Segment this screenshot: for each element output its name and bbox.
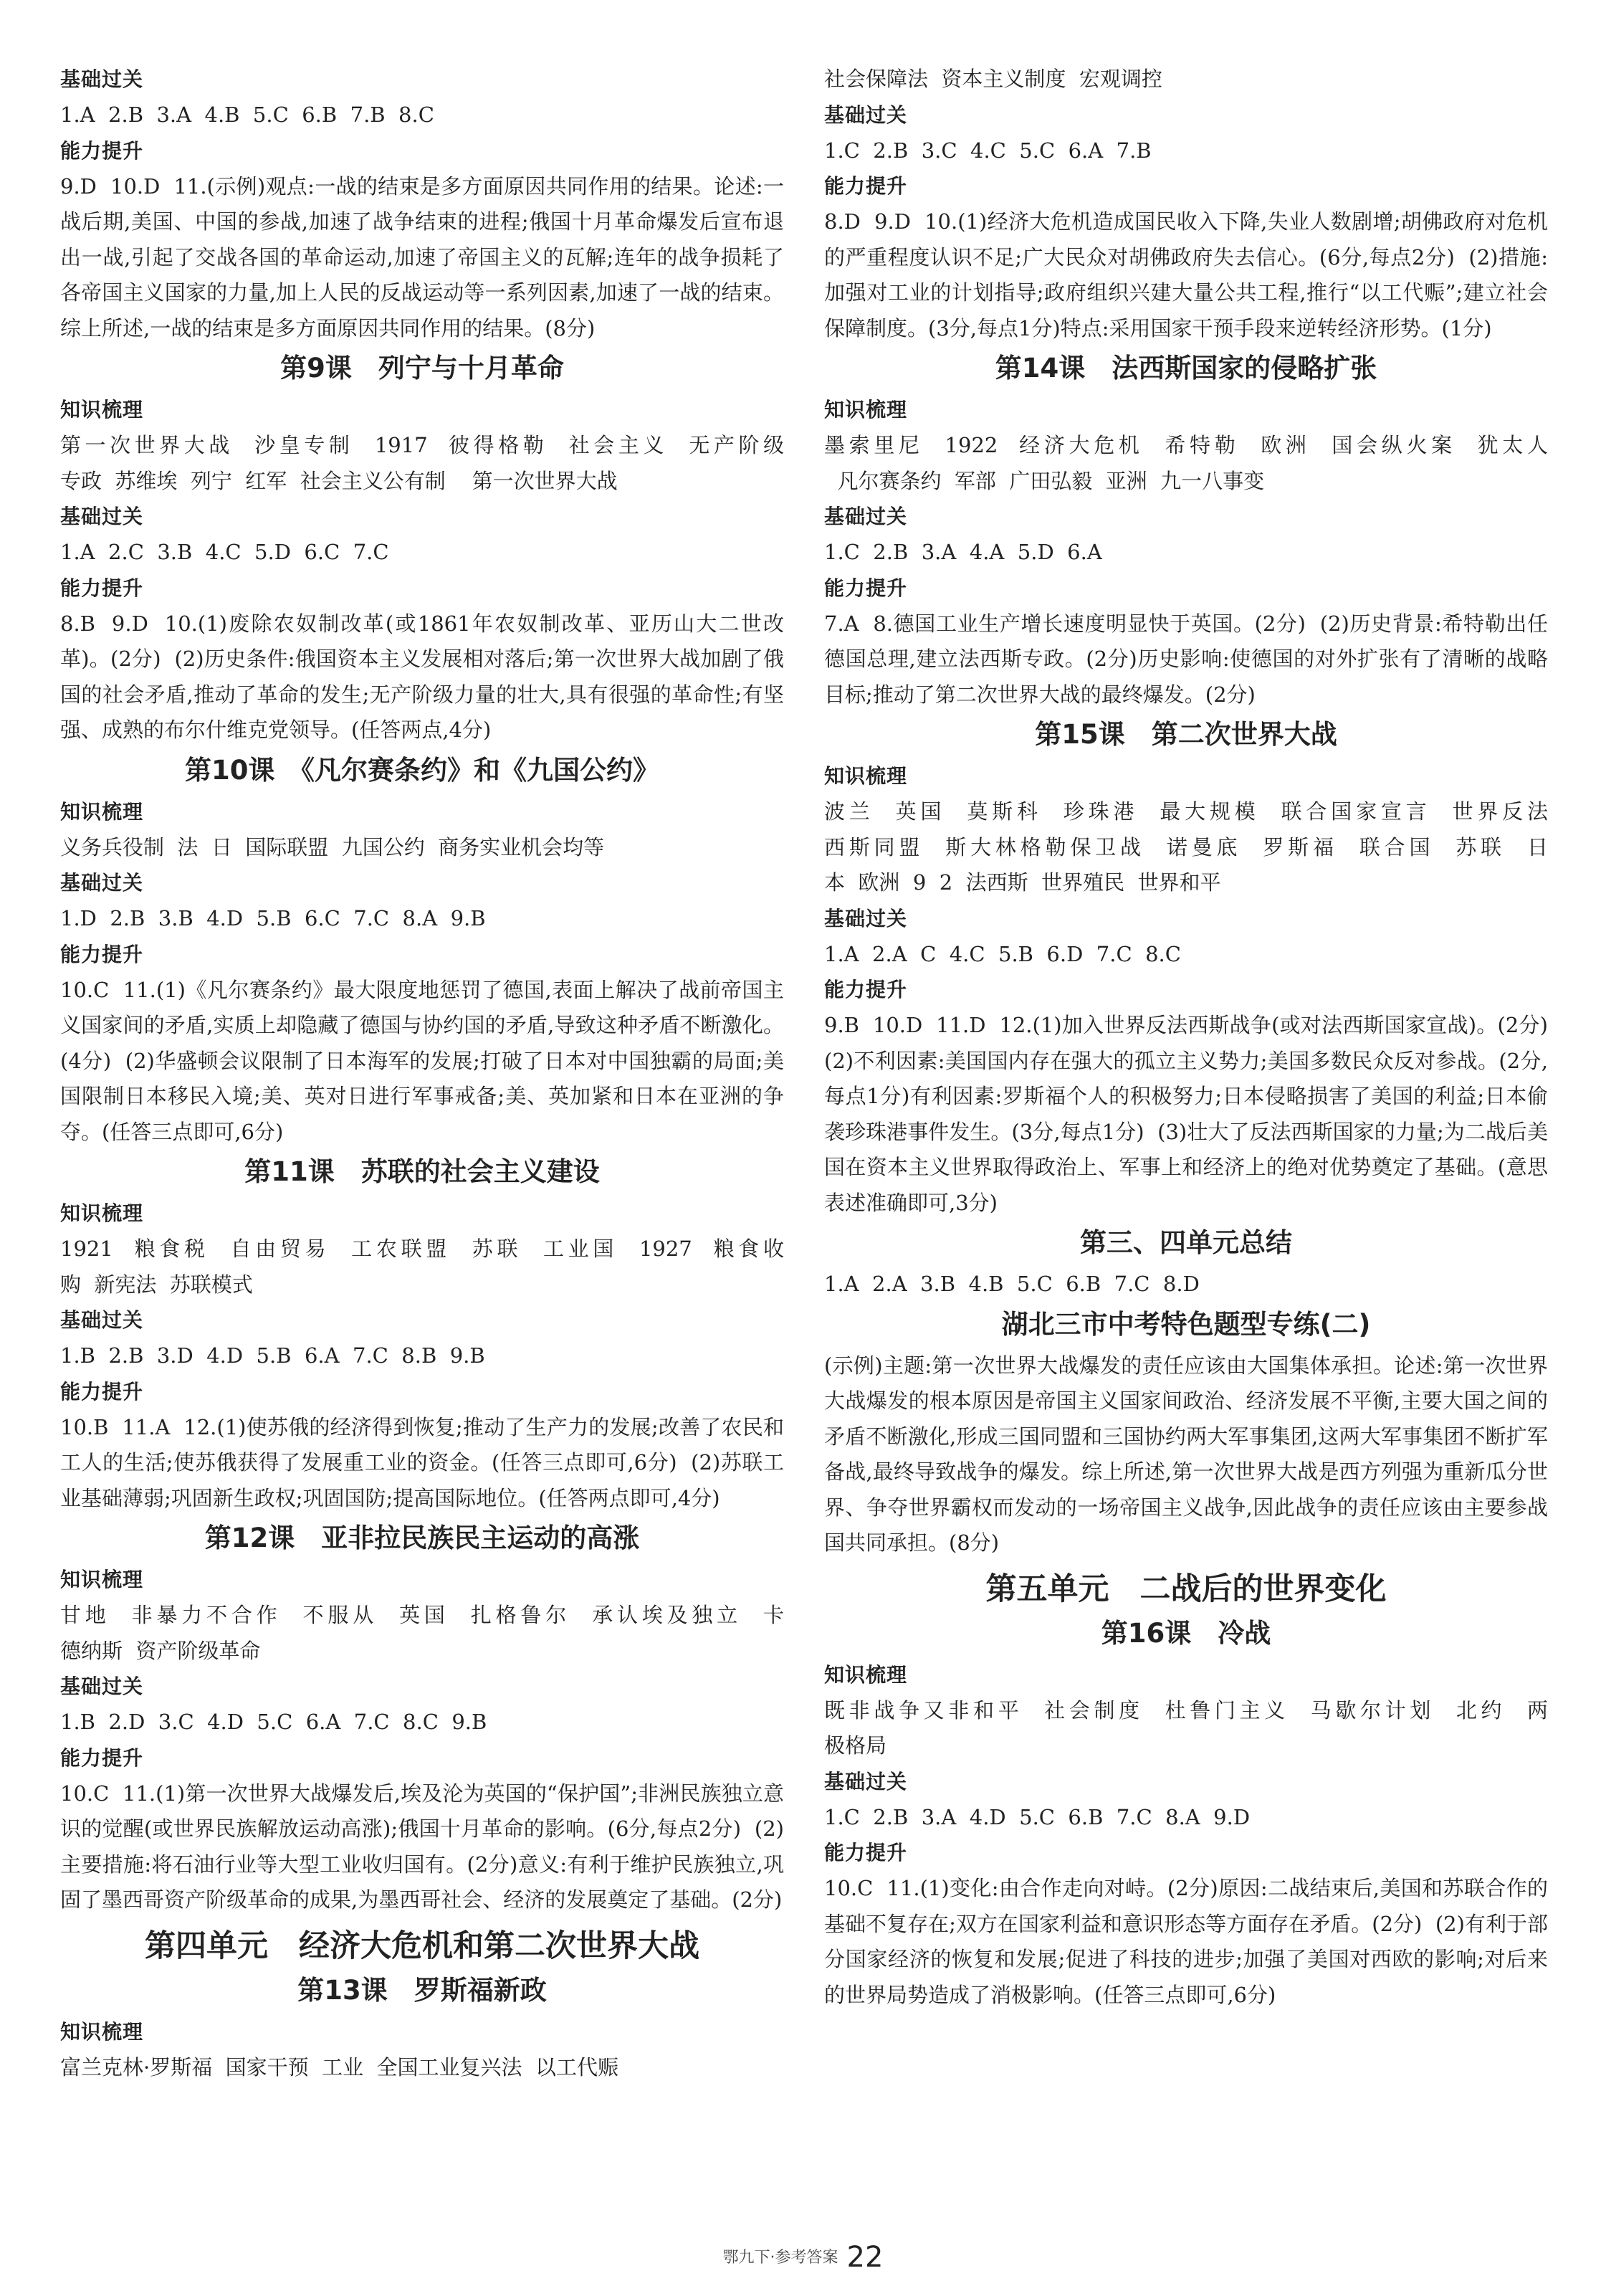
answer-text: 社会保障法 资本主义制度 宏观调控 [824,67,1162,91]
lesson-title: 第13课 罗斯福新政 [297,1974,547,2006]
answer-text: 1.C 2.B 3.C 4.C 5.C 6.A 7.B [824,138,1152,163]
section-label: 基础过关 [60,1308,144,1332]
section-label: 能力提升 [60,1745,144,1770]
answer-text: 1.A 2.A 3.B 4.B 5.C 6.B 7.C 8.D [824,1272,1200,1296]
answer-text: 1.B 2.B 3.D 4.D 5.B 6.A 7.C 8.B 9.B [60,1343,485,1368]
footer-book-label: 鄂九下·参考答案 [722,2249,838,2267]
unit-title: 第四单元 经济大危机和第二次世界大战 [145,1928,699,1964]
answer-text: 德纳斯 资产阶级革命 [60,1638,261,1663]
section-label: 知识梳理 [60,1568,144,1591]
answer-text: 8.B 9.D 10.(1)废除农奴制改革(或1861年农奴制改革、亚历山大二世改革)。(2分) (2)历史条件:俄国资本主义发展相对落后;第一次世界大战加剧了俄国的社会矛盾,推动了革命的发生;无产阶级力量的壮大,具有很强的革命性;有坚强、成熟的布尔什维克党领导。(任答两点,4分) [60,611,784,742]
answer-text: 9.B 10.D 11.D 12.(1)加入世界反法西斯战争(或对法西斯国家宣战)。(2分) (2)不利因素:美国国内存在强大的孤立主义势力;美国多数民众反对参战。(2分,每点1分)有利因素:罗斯福个人的积极努力;日本侵略损害了美国的利益;日本偷袭珍珠港事件发生。(3分,每点1分) (3)壮大了反法西斯国家的力量;为二战后美国在资本主义世界取得政治上、军事上和经济上的绝对优势奠定了基础。(意思表述准确即可,3分) [824,1013,1562,1215]
section-label: 知识梳理 [824,398,908,421]
answer-text: 第一次世界大战 沙皇专制 1917 彼得格勒 社会主义 无产阶级 [60,433,784,457]
answer-text: 10.C 11.(1)第一次世界大战爆发后,埃及沦为英国的“保护国”;非洲民族独立意识的觉醒(或世界民族解放运动高涨);俄国十月革命的影响。(6分,每点2分) (2)主要措施:将石油行业等大型工业收归国有。(2分)意义:有利于维护民族独立,巩固了墨西哥资产阶级革命的成果,为墨西哥社会、经济的发展奠定了基础。(2分) [60,1781,784,1912]
answer-text: 1.C 2.B 3.A 4.A 5.D 6.A [824,540,1102,564]
section-label: 能力提升 [60,942,144,966]
answer-text: 1.C 2.B 3.A 4.D 5.C 6.B 7.C 8.A 9.D [824,1804,1251,1829]
section-label: 知识梳理 [60,2019,144,2044]
answer-text: 1.A 2.B 3.A 4.B 5.C 6.B 7.B 8.C [60,103,434,127]
section-label: 能力提升 [824,174,908,198]
answer-text: 9.D 10.D 11.(示例)观点:一战的结束是多方面原因共同作用的结果。论述:一战后期,美国、中国的参战,加速了战争结束的进程;俄国十月革命爆发后宣布退出一战,引起了交战各国的革命运动,加速了帝国主义的瓦解;连年的战争损耗了各帝国主义国家的力量,加上人民的反战运动等一系列因素,加速了一战的结束。综上所述,一战的结束是多方面原因共同作用的结果。(8分) [60,173,784,340]
lesson-title: 第12课 亚非拉民族民主运动的高涨 [204,1523,640,1553]
section-label: 基础过关 [824,103,908,127]
section-label: 能力提升 [60,138,144,163]
answer-text: 极格局 [824,1733,887,1758]
answer-text: 既非战争又非和平 社会制度 杜鲁门主义 马歇尔计划 北约 两 [824,1697,1548,1723]
section-label: 知识梳理 [824,764,908,788]
section-label: 能力提升 [824,978,908,1001]
left-column [60,62,784,2085]
lesson-title: 第11课 苏联的社会主义建设 [244,1156,600,1187]
lesson-title: 第10课 《凡尔赛条约》和《九国公约》 [185,754,659,786]
answer-text: 甘地 非暴力不合作 不服从 英国 扎格鲁尔 承认埃及独立 卡 [60,1603,784,1627]
section-label: 基础过关 [60,871,144,895]
answer-text: 西斯同盟 斯大林格勒保卫战 诺曼底 罗斯福 联合国 苏联 日 [824,834,1548,859]
answer-text: 7.A 8.德国工业生产增长速度明显快于英国。(2分) (2)历史背景:希特勒出任德国总理,建立法西斯专政。(2分)历史影响:使德国的对外扩张有了清晰的战略目标;推动了第二次世界大战的最终爆发。(2分) [824,611,1548,707]
section-label: 知识梳理 [824,1662,908,1687]
lesson-title: 第三、四单元总结 [1080,1227,1292,1258]
answer-text: 本 欧洲 9 2 法西斯 世界殖民 世界和平 [824,870,1221,895]
section-label: 基础过关 [824,1769,908,1794]
answer-text: 8.D 9.D 10.(1)经济大危机造成国民收入下降,失业人数剧增;胡佛政府对危机的严重程度认识不足;广大民众对胡佛政府失去信心。(6分,每点2分) (2)措施:加强对工业的计划指导;政府组织兴建大量公共工程,推行“以工代赈”;建立社会保障制度。(3分,每点1分)特点:采用国家干预手段来逆转经济形势。(1分) [824,209,1548,340]
answer-text: 10.C 11.(1)《凡尔赛条约》最大限度地惩罚了德国,表面上解决了战前帝国主义国家间的矛盾,实质上却隐藏了德国与协约国的矛盾,导致这种矛盾不断激化。(4分) (2)华盛顿会议限制了日本海军的发展;打破了日本对中国独霸的局面;美国限制日本移民入境;美、英对日进行军事戒备;美、英加紧和日本在亚洲的争夺。(任答三点即可,6分) [60,977,784,1144]
section-label: 基础过关 [60,505,144,528]
section-label: 能力提升 [60,576,144,600]
lesson-title: 第14课 法西斯国家的侵略扩张 [995,353,1377,384]
lesson-title: 第9课 列宁与十月革命 [280,353,564,384]
answer-text: 义务兵役制 法 日 国际联盟 九国公约 商务实业机会均等 [60,834,605,859]
page-footer [0,2241,1606,2274]
section-label: 能力提升 [824,1841,908,1864]
answer-text: 波兰 英国 莫斯科 珍珠港 最大规模 联合国家宣言 世界反法 [824,799,1548,824]
section-label: 基础过关 [60,1675,144,1698]
section-label: 知识梳理 [60,1201,144,1225]
section-label: 知识梳理 [60,398,144,421]
answer-text: 10.B 11.A 12.(1)使苏俄的经济得到恢复;推动了生产力的发展;改善了农民和工人的生活;使苏俄获得了发展重工业的资金。(任答三点即可,6分) (2)苏联工业基础薄弱;巩固新生政权;巩固国防;提高国际地位。(任答两点即可,4分) [60,1414,784,1510]
answer-text: 1.A 2.A C 4.C 5.B 6.D 7.C 8.C [824,941,1181,966]
section-label: 基础过关 [60,67,144,91]
answer-text: 1921 粮食税 自由贸易 工农联盟 苏联 工业国 1927 粮食收 [60,1237,784,1261]
lesson-title: 第15课 第二次世界大战 [1035,719,1337,750]
page-number: 22 [846,2241,884,2274]
answer-text: 墨索里尼 1922 经济大危机 希特勒 欧洲 国会纵火案 犹太人 [824,433,1548,457]
answer-text: 富兰克林·罗斯福 国家干预 工业 全国工业复兴法 以工代赈 [60,2054,618,2080]
lesson-title: 湖北三市中考特色题型专练(二) [1001,1308,1371,1340]
answer-text: 1.B 2.D 3.C 4.D 5.C 6.A 7.C 8.C 9.B [60,1710,487,1734]
lesson-title: 第16课 冷战 [1101,1617,1271,1649]
unit-title: 第五单元 二战后的世界变化 [985,1571,1387,1607]
answer-text: 专政 苏维埃 列宁 红军 社会主义公有制 第一次世界大战 [60,468,618,493]
section-label: 基础过关 [824,505,908,528]
answer-text: 1.D 2.B 3.B 4.D 5.B 6.C 7.C 8.A 9.B [60,906,486,930]
section-label: 基础过关 [824,906,908,930]
section-label: 能力提升 [60,1379,144,1404]
answer-text: 凡尔赛条约 军部 广田弘毅 亚洲 九一八事变 [824,468,1265,493]
answer-text: 10.C 11.(1)变化:由合作走向对峙。(2分)原因:二战结束后,美国和苏联合作的基础不复存在;双方在国家利益和意识形态等方面存在矛盾。(2分) (2)有利于部分国家经济的恢复和发展;促进了科技的进步;加强了美国对西欧的影响;对后来的世界局势造成了消极影响。(任答三点即可,6分) [824,1876,1548,2007]
section-label: 能力提升 [824,576,908,600]
right-column [824,62,1562,2013]
answer-text: 购 新宪法 苏联模式 [60,1272,253,1297]
answer-text: 1.A 2.C 3.B 4.C 5.D 6.C 7.C [60,540,389,564]
section-label: 知识梳理 [60,799,144,824]
answer-text: (示例)主题:第一次世界大战爆发的责任应该由大国集体承担。论述:第一次世界大战爆发的根本原因是帝国主义国家间政治、经济发展不平衡,主要大国之间的矛盾不断激化,形成三国同盟和三国协约两大军事集团,这两大军事集团不断扩军备战,最终导致战争的爆发。综上所述,第一次世界大战是西方列强为重新瓜分世界、争夺世界霸权而发动的一场帝国主义战争,因此战争的责任应该由主要参战国共同承担。(8分) [824,1353,1548,1555]
